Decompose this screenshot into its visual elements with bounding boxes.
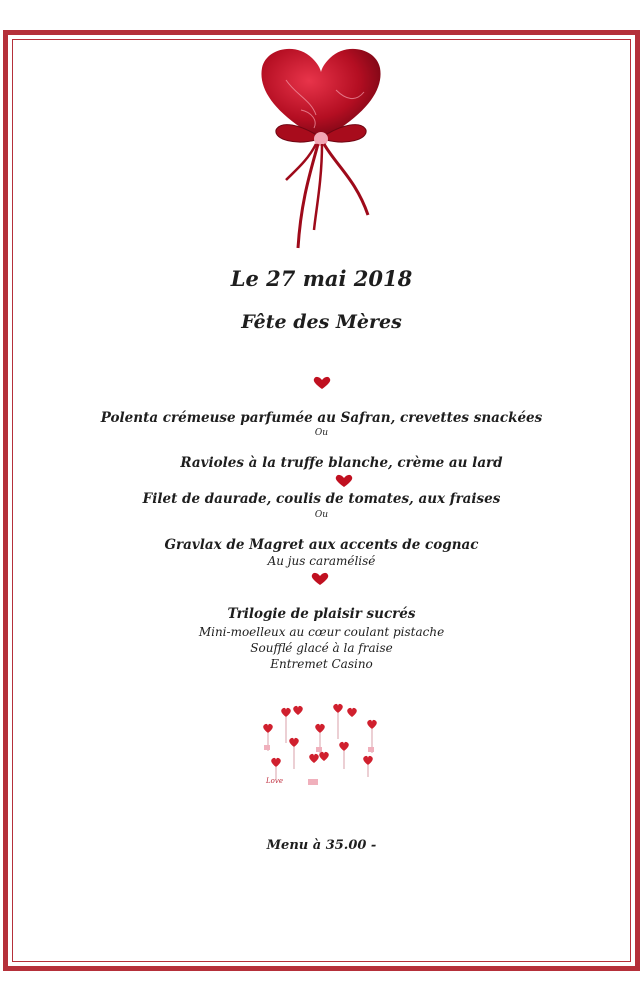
svg-text:Love: Love <box>266 777 283 785</box>
starter-option-2: Ravioles à la truffe blanche, crème au lard <box>180 455 503 471</box>
event-date: Le 27 mai 2018 <box>230 266 413 291</box>
heart-separator-icon <box>313 376 331 390</box>
dessert-item-2: Soufflé glacé à la fraise <box>250 641 393 655</box>
main-option-2: Gravlax de Magret aux accents de cognac <box>164 537 479 553</box>
menu-price: Menu à 35.00 - <box>266 838 377 853</box>
starter-option-1: Polenta crémeuse parfumée au Safran, crevettes snackées <box>100 410 543 426</box>
event-occasion: Fête des Mères <box>241 311 402 333</box>
dessert-item-1: Mini-moelleux au cœur coulant pistache <box>198 625 445 639</box>
main-option-2-note: Au jus caramélisé <box>267 554 376 568</box>
dessert-title: Trilogie de plaisir sucrés <box>227 606 416 622</box>
or-label-2: Ou <box>314 510 329 520</box>
hanging-hearts-illustration <box>258 703 386 789</box>
dessert-item-3: Entremet Casino <box>270 657 373 671</box>
main-option-1: Filet de daurade, coulis de tomates, aux fraises <box>142 491 501 507</box>
heart-separator-icon <box>335 474 353 488</box>
heart-with-ribbon-icon <box>256 40 386 252</box>
or-label-1: Ou <box>314 428 329 438</box>
heart-separator-icon <box>311 572 329 586</box>
